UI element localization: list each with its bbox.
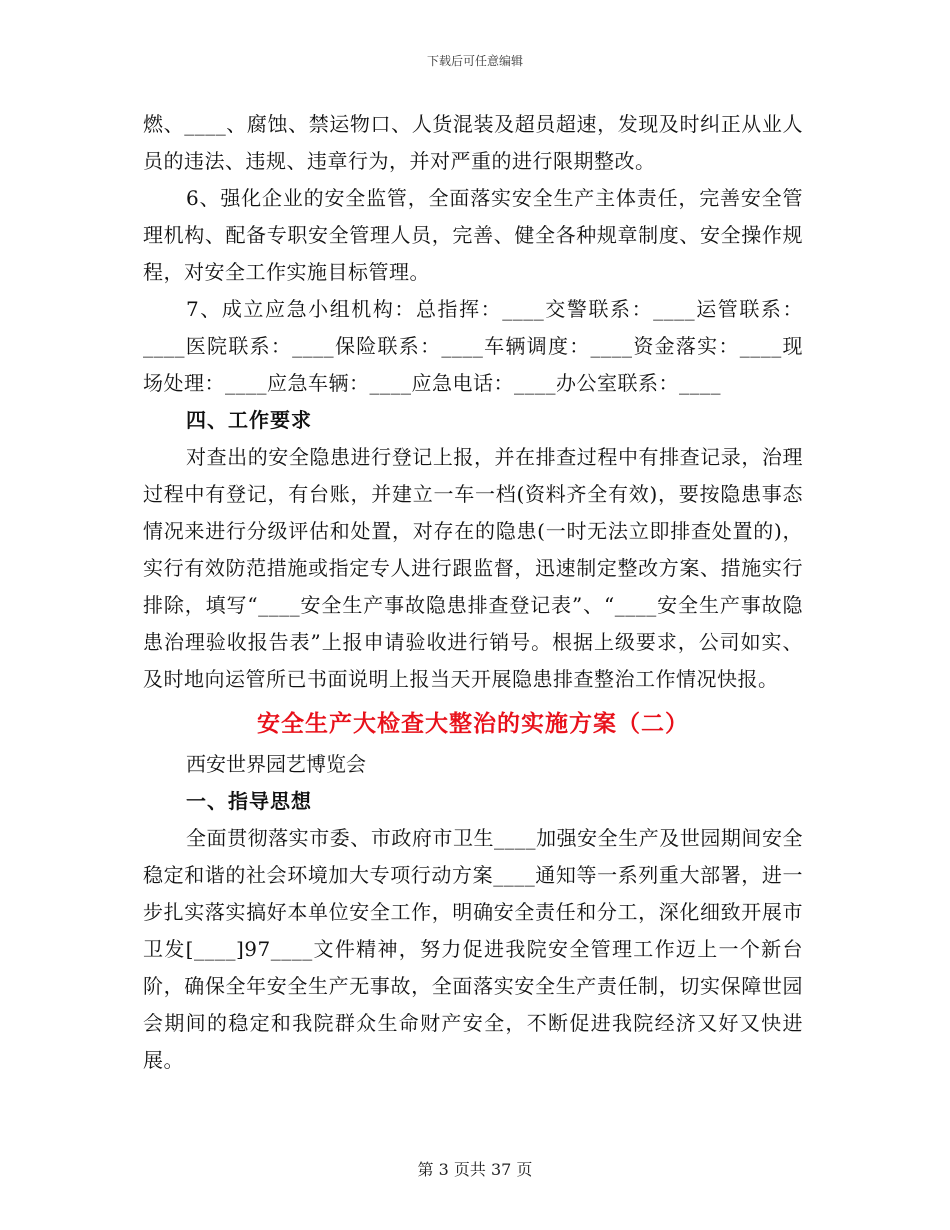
organization-name: 西安世界园艺博览会 [186, 752, 366, 776]
page-number-footer: 第 3 页共 37 页 [417, 1160, 533, 1179]
section-heading-guiding-thought: 一、指导思想 [186, 789, 312, 813]
paragraph-inspection-items: 燃、____、腐蚀、禁运物口、人货混装及超员超速，发现及时纠正从业人员的违法、违规、违章行为，并对严重的进行限期整改。 [143, 112, 803, 173]
document-body [143, 106, 803, 1079]
section-heading-work-requirements: 四、工作要求 [186, 408, 312, 432]
paragraph-item-7: 7、成立应急小组机构：总指挥：____交警联系：____运管联系：____医院联系：____保险联系：____车辆调度：____资金落实：____现场处理：____应急车辆：____应急电话：____办公室联系：____ [143, 297, 803, 395]
paragraph-work-requirements: 对查出的安全隐患进行登记上报，并在排查过程中有排查记录，治理过程中有登记，有台账，并建立一车一档(资料齐全有效)，要按隐患事态情况来进行分级评估和处置，对存在的隐患(一时无法立即排查处置的)，实行有效防范措施或指定专人进行跟监督，迅速制定整改方案、措施实行排除，填写“____安全生产事故隐患排查登记表”、“____安全生产事故隐患治理验收报告表”上报申请验收进行销号。根据上级要求，公司如实、及时地向运管所已书面说明上报当天开展隐患排查整治工作情况快报。 [143, 445, 803, 691]
document-title: 安全生产大检查大整治的实施方案（二） [257, 710, 689, 737]
paragraph-item-6: 6、强化企业的安全监管，全面落实安全生产主体责任，完善安全管理机构、配备专职安全管理人员，完善、健全各种规章制度、安全操作规程，对安全工作实施目标管理。 [143, 186, 803, 284]
page-header-note: 下载后可任意编辑 [426, 54, 523, 68]
paragraph-guiding-thought: 全面贯彻落实市委、市政府市卫生____加强安全生产及世园期间安全稳定和谐的社会环境加大专项行动方案____通知等一系列重大部署，进一步扎实落实搞好本单位安全工作，明确安全责任和分工，深化细致开展市卫发[____]97____文件精神，努力促进我院安全管理工作迈上一个新台阶，确保全年安全生产无事故，全面落实安全生产责任制，切实保障世园会期间的稳定和我院群众生命财产安全，不断促进我院经济又好又快进展。 [143, 826, 803, 1072]
